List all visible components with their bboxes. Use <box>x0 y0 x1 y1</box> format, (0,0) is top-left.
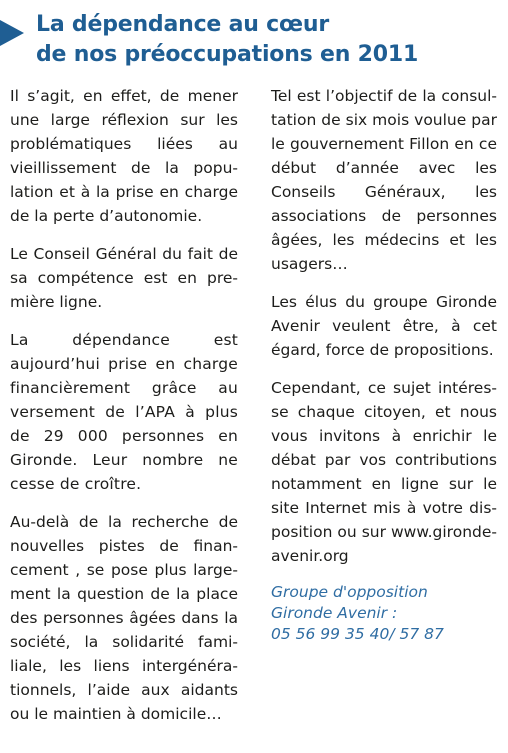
article-title <box>36 10 418 70</box>
title-line-2: de nos préoccupations en 2011 <box>36 42 419 67</box>
paragraph: Il s’agit, en effet, de mener une large réflexion sur les problématiques liées au vieillissement de la population et à la prise en charge de la perte d’autonomie. <box>10 87 238 225</box>
signature-group: Groupe d'opposition <box>271 583 428 601</box>
left-column <box>10 84 238 740</box>
signature-block <box>271 582 497 645</box>
paragraph: Tel est l’objectif de la consultation de six mois voulue par le gouvernement Fillon en ce début d’année avec les Conseils Généraux, les associations de personnes âgées, les médecins et les usagers… <box>271 87 497 273</box>
paragraph: Au-delà de la recherche de nouvelles pistes de financement , se pose plus largement la question de la place des personnes âgées dans la société, la solidarité familiale, les liens intergénérationnels, l’aide aux aidants ou le maintien à domicile… <box>10 513 238 723</box>
paragraph: Les élus du groupe Gironde Avenir veulent être, à cet égard, force de propositions. <box>271 293 497 359</box>
paragraph: La dépendance est aujourd’hui prise en charge financièrement grâce au versement de l’APA à plus de 29 000 personnes en Gironde. Leur nombre ne cesse de croître. <box>10 331 238 493</box>
signature-phone: 05 56 99 35 40/ 57 87 <box>271 625 444 643</box>
article-header <box>0 10 508 74</box>
paragraph: Cependant, ce sujet intéresse chaque citoyen, et nous vous invitons à enrichir le débat par vos contributions notamment en ligne sur le site Internet mis à votre disposition ou sur www.gironde-avenir.org <box>271 379 497 565</box>
signature-name: Gironde Avenir : <box>271 604 398 622</box>
title-line-1: La dépendance au cœur <box>36 12 329 37</box>
paragraph: Le Conseil Général du fait de sa compétence est en première ligne. <box>10 245 238 311</box>
triangle-arrow-icon <box>0 20 24 46</box>
right-column <box>271 84 497 645</box>
